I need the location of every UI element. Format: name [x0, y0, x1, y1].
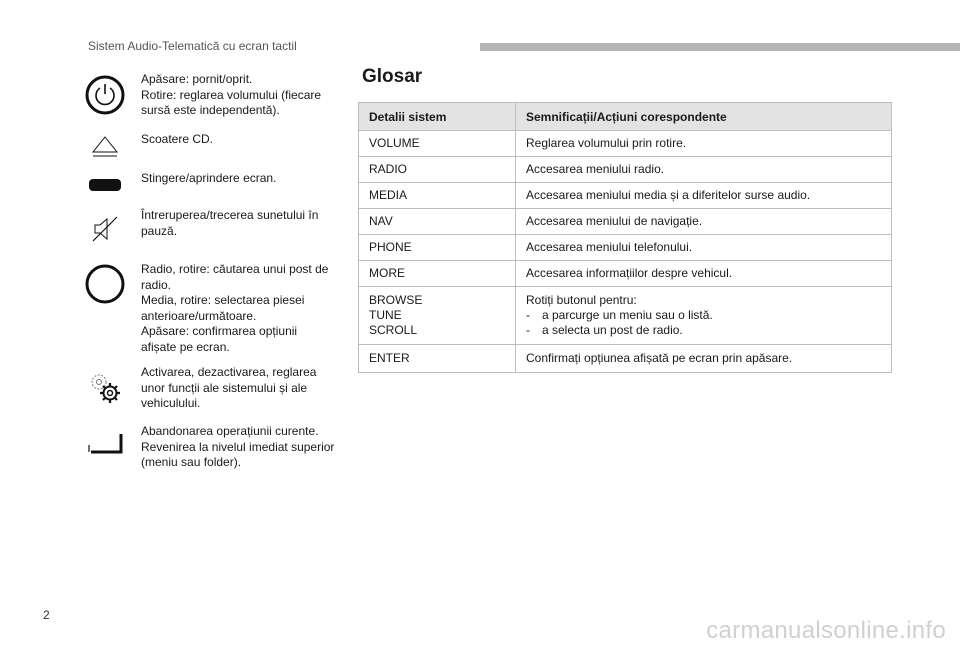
- table-row: [359, 261, 892, 287]
- control-description: Stingere/aprindere ecran.: [141, 171, 277, 185]
- table-row: [359, 345, 892, 373]
- table-cell: MEDIA: [359, 183, 516, 209]
- table-cell: ENTER: [359, 345, 516, 373]
- control-description: Apăsare: pornit/oprit. Rotire: reglarea volumului (fiecare sursă este independentă).: [141, 72, 322, 117]
- screen-toggle-icon: [82, 162, 128, 208]
- table-cell: Accesarea meniului radio.: [516, 157, 892, 183]
- table-header-row: [359, 103, 892, 131]
- list-item: - a parcurge un meniu sau o listă.: [526, 308, 713, 322]
- column-header: Detalii sistem: [359, 103, 516, 131]
- control-knob: [82, 262, 342, 358]
- control-power: [82, 72, 342, 122]
- control-description: Activarea, dezactivarea, reglarea unor funcții ale sistemului și ale vehiculului.: [141, 365, 317, 410]
- power-icon: [82, 72, 128, 118]
- page-number: 2: [43, 608, 50, 622]
- table-row: [359, 287, 892, 345]
- table-cell: Confirmați opțiunea afișată pe ecran prin apăsare.: [516, 345, 892, 373]
- control-description: Abandonarea operațiunii curente. Revenirea la nivelul imediat superior (meniu sau folder).: [141, 424, 335, 469]
- header-bar: [480, 43, 960, 51]
- control-description: Întreruperea/trecerea sunetului în pauză.: [141, 208, 319, 238]
- table-cell: MORE: [359, 261, 516, 287]
- control-description: Radio, rotire: căutarea unui post de radio. Media, rotire: selectarea piesei anterioare/următoare. Apăsare: confirmarea opțiunii afișate pe ecran.: [141, 262, 329, 354]
- mute-icon: [82, 206, 128, 252]
- table-row: [359, 157, 892, 183]
- table-cell: NAV: [359, 209, 516, 235]
- table-cell: Reglarea volumului prin rotire.: [516, 131, 892, 157]
- table-cell: Accesarea informațiilor despre vehicul.: [516, 261, 892, 287]
- table-row: [359, 131, 892, 157]
- control-screen: [82, 170, 342, 200]
- table-cell: VOLUME: [359, 131, 516, 157]
- glossary-table: [358, 102, 892, 373]
- list-item: - a selecta un post de radio.: [526, 323, 683, 337]
- table-cell: Accesarea meniului telefonului.: [516, 235, 892, 261]
- table-cell: BROWSE TUNE SCROLL: [359, 287, 516, 345]
- table-cell: PHONE: [359, 235, 516, 261]
- glossary-title: Glosar: [362, 66, 423, 87]
- back-icon: [82, 420, 128, 466]
- control-settings: [82, 365, 342, 415]
- table-cell: Accesarea meniului media și a diferitelor surse audio.: [516, 183, 892, 209]
- table-row: [359, 235, 892, 261]
- table-row: [359, 209, 892, 235]
- knob-icon: [82, 261, 128, 307]
- control-description: Scoatere CD.: [141, 132, 214, 146]
- watermark: carmanualsonline.info: [706, 617, 946, 644]
- table-cell: RADIO: [359, 157, 516, 183]
- control-mute: [82, 208, 342, 248]
- table-cell: Accesarea meniului de navigație.: [516, 209, 892, 235]
- column-header: Semnificații/Acțiuni corespondente: [516, 103, 892, 131]
- settings-icon: [82, 365, 128, 411]
- control-back: [82, 424, 342, 474]
- table-cell: Rotiți butonul pentru: - a parcurge un meniu sau o listă. - a selecta un post de radio.: [516, 287, 892, 345]
- table-row: [359, 183, 892, 209]
- page-header-title: Sistem Audio-Telematică cu ecran tactil: [88, 39, 297, 53]
- control-eject: [82, 130, 342, 164]
